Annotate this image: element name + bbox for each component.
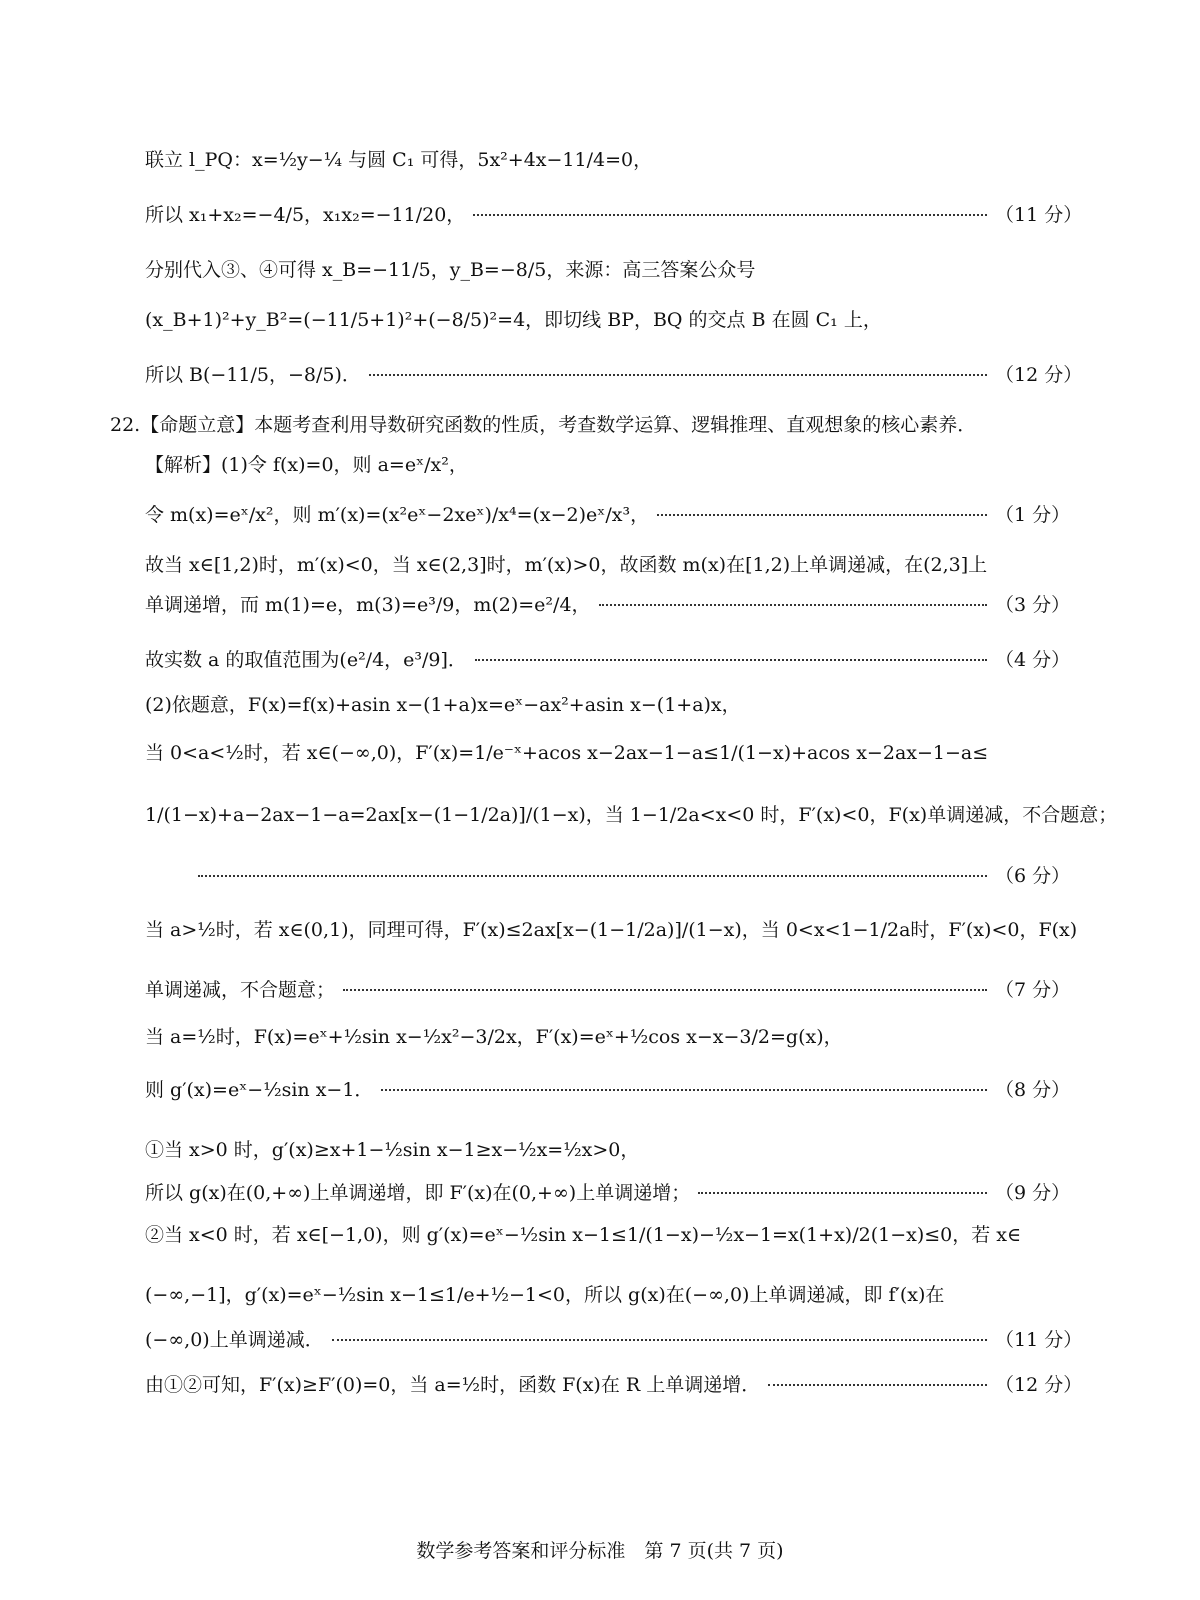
line-text: 【解析】(1)令 f(x)=0，则 a=eˣ/x²， <box>145 453 468 476</box>
dot-leader <box>768 1384 987 1386</box>
score-label: （9 分） <box>995 1181 1071 1204</box>
answer-line <box>145 790 1118 836</box>
answer-line <box>145 965 1071 1011</box>
answer-line <box>145 680 1065 726</box>
line-text: ②当 x<0 时，若 x∈[−1,0)，则 g′(x)=eˣ−½sin x−1≤1/(1−x)−½x−1=x(1+x)/2(1−x)≤0，若 x∈ <box>145 1223 1022 1246</box>
score-label: （4 分） <box>995 648 1071 671</box>
answer-line <box>145 1210 1065 1256</box>
answer-line <box>145 1315 1083 1361</box>
line-text: (x_B+1)²+y_B²=(−11/5+1)²+(−8/5)²=4，即切线 BP，BQ 的交点 B 在圆 C₁ 上， <box>145 308 882 331</box>
dot-leader <box>343 989 987 991</box>
line-text: (−∞,0)上单调递减． <box>145 1328 324 1351</box>
line-text: 单调递增，而 m(1)=e，m(3)=e³/9，m(2)=e²/4， <box>145 593 591 616</box>
dot-leader <box>332 1339 987 1341</box>
answer-line <box>145 295 1065 341</box>
line-text: 所以 x₁+x₂=−4/5，x₁x₂=−11/20， <box>145 203 466 226</box>
line-text: (−∞,−1]，g′(x)=eˣ−½sin x−1≤1/e+½−1<0，所以 g(x)在(−∞,0)上单调递减，即 f′(x)在 <box>145 1283 945 1306</box>
answer-line <box>145 440 1065 486</box>
answer-line <box>145 580 1071 626</box>
line-text: 22.【命题立意】本题考查利用导数研究函数的性质，考查数学运算、逻辑推理、直观想象的核心素养． <box>110 413 977 436</box>
answer-line <box>145 905 1078 951</box>
answer-line <box>145 1168 1071 1214</box>
line-text: 联立 l_PQ：x=½y−¼ 与圆 C₁ 可得，5x²+4x−11/4=0， <box>145 148 653 171</box>
dot-leader <box>473 214 987 216</box>
dot-leader <box>599 604 987 606</box>
score-label: （1 分） <box>995 503 1071 526</box>
score-label: （11 分） <box>995 203 1083 226</box>
line-text: ①当 x>0 时，g′(x)≥x+1−½sin x−1≥x−½x=½x>0， <box>145 1138 640 1161</box>
answer-line <box>145 1012 1065 1058</box>
line-text: 分别代入③、④可得 x_B=−11/5，y_B=−8/5，来源：高三答案公众号 <box>145 258 756 281</box>
line-text: 所以 B(−11/5，−8/5)． <box>145 363 361 386</box>
page-footer: 数学参考答案和评分标准 第 7 页(共 7 页) <box>416 1540 784 1562</box>
dot-leader <box>698 1192 987 1194</box>
dot-leader <box>198 875 987 877</box>
answer-line <box>145 245 1065 291</box>
answer-line <box>145 1065 1071 1111</box>
line-text: 所以 g(x)在(0,+∞)上单调递增，即 F′(x)在(0,+∞)上单调递增； <box>145 1181 691 1204</box>
line-text: (2)依题意，F(x)=f(x)+asin x−(1+a)x=eˣ−ax²+asin x−(1+a)x， <box>145 693 741 716</box>
score-label: （8 分） <box>995 1078 1071 1101</box>
score-label: （11 分） <box>995 1328 1083 1351</box>
score-label: （7 分） <box>995 978 1071 1001</box>
answer-line <box>145 728 1065 774</box>
score-label: （6 分） <box>995 864 1071 887</box>
line-text: 当 a>½时，若 x∈(0,1)，同理可得，F′(x)≤2ax[x−(1−1/2a)]/(1−x)，当 0<x<1−1/2a时，F′(x)<0，F(x) <box>145 918 1078 941</box>
line-text: 1/(1−x)+a−2ax−1−a=2ax[x−(1−1/2a)]/(1−x)，当 1−1/2a<x<0 时，F′(x)<0，F(x)单调递减，不合题意； <box>145 803 1118 826</box>
line-text: 令 m(x)=eˣ/x²，则 m′(x)=(x²eˣ−2xeˣ)/x⁴=(x−2)eˣ/x³， <box>145 503 650 526</box>
score-label: （12 分） <box>995 363 1083 386</box>
score-label: （3 分） <box>995 593 1071 616</box>
line-text: 当 0<a<½时，若 x∈(−∞,0)，F′(x)=1/e⁻ˣ+acos x−2ax−1−a≤1/(1−x)+acos x−2ax−1−a≤ <box>145 741 989 764</box>
line-text: 由①②可知，F′(x)≥F′(0)=0，当 a=½时，函数 F(x)在 R 上单调递增． <box>145 1373 761 1396</box>
answer-line <box>145 190 1083 236</box>
dot-leader <box>381 1089 987 1091</box>
answer-line <box>145 1360 1083 1406</box>
dot-leader <box>475 659 987 661</box>
line-text: 当 a=½时，F(x)=eˣ+½sin x−½x²−3/2x，F′(x)=eˣ+½cos x−x−3/2=g(x)， <box>145 1025 843 1048</box>
answer-line <box>145 1270 1065 1316</box>
score-label: （12 分） <box>995 1373 1083 1396</box>
answer-line <box>145 490 1071 536</box>
line-text: 故实数 a 的取值范围为(e²/4，e³/9]． <box>145 648 467 671</box>
dot-leader <box>657 514 987 516</box>
answer-line <box>145 350 1083 396</box>
line-text: 则 g′(x)=eˣ−½sin x−1． <box>145 1078 374 1101</box>
answer-line <box>145 135 1065 181</box>
line-text: 单调递减，不合题意； <box>145 978 336 1001</box>
answer-line <box>145 635 1071 681</box>
line-text: 故当 x∈[1,2)时，m′(x)<0，当 x∈(2,3]时，m′(x)>0，故函数 m(x)在[1,2)上单调递减，在(2,3]上 <box>145 553 988 576</box>
answer-line <box>145 1125 1065 1171</box>
answer-line <box>190 851 1071 897</box>
dot-leader <box>369 374 987 376</box>
